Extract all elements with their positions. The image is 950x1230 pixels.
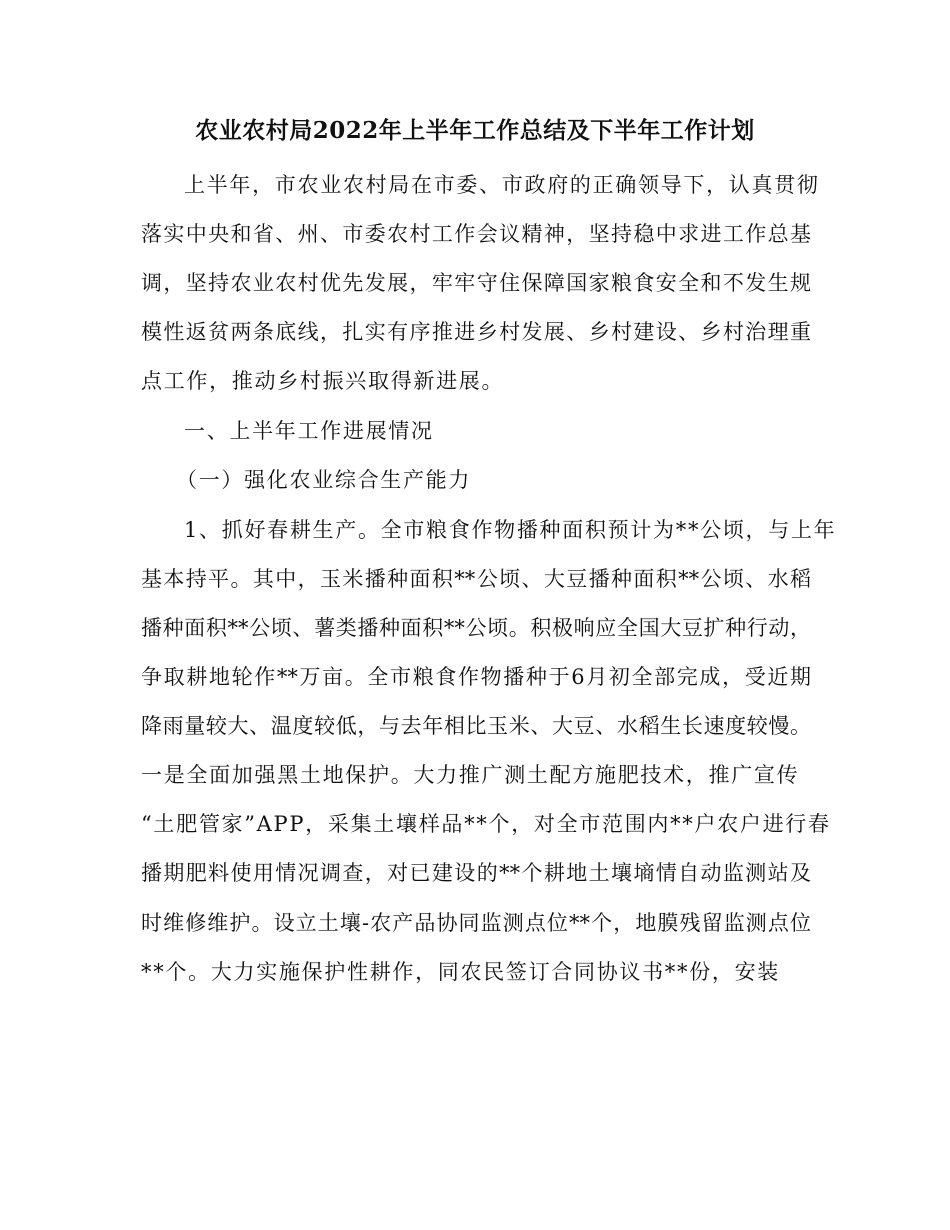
paragraph-line: 调，坚持农业农村优先发展，牢牢守住保障国家粮食安全和不发生规: [141, 271, 811, 295]
document-title: 农业农村局2022年上半年工作总结及下半年工作计划: [195, 117, 755, 144]
paragraph-line: 时维修维护。设立土壤-农产品协同监测点位**个，地膜残留监测点位: [141, 911, 811, 935]
paragraph-line: 播期肥料使用情况调查，对已建设的**个耕地土壤墒情自动监测站及: [141, 861, 811, 885]
paragraph-line: **个。大力实施保护性耕作，同农民签订合同协议书**份，安装: [141, 960, 780, 984]
paragraph-line: 播种面积**公顷、薯类播种面积**公顷。积极响应全国大豆扩种行动，: [141, 616, 811, 640]
paragraph-line: 降雨量较大、温度较低，与去年相比玉米、大豆、水稻生长速度较慢。: [141, 714, 811, 738]
paragraph-line: 争取耕地轮作**万亩。全市粮食作物播种于6月初全部完成，受近期: [141, 665, 811, 689]
paragraph-line: 点工作，推动乡村振兴取得新进展。: [141, 369, 505, 393]
paragraph-line: 上半年，市农业农村局在市委、市政府的正确领导下，认真贯彻: [184, 173, 820, 197]
paragraph-line: “土肥管家”APP，采集土壤样品**个，对全市范围内**户农户进行春: [141, 812, 831, 836]
paragraph-line: 基本持平。其中，玉米播种面积**公顷、大豆播种面积**公顷、水稻: [141, 567, 811, 591]
paragraph-line: 1、抓好春耕生产。全市粮食作物播种面积预计为**公顷，与上年: [184, 518, 837, 542]
subsection-heading: （一）强化农业综合生产能力: [176, 468, 472, 492]
section-heading: 一、上半年工作进展情况: [184, 419, 434, 443]
paragraph-line: 一是全面加强黑土地保护。大力推广测土配方施肥技术，推广宣传: [141, 763, 800, 787]
paragraph-line: 模性返贫两条底线，扎实有序推进乡村发展、乡村建设、乡村治理重: [141, 320, 811, 344]
paragraph-line: 落实中央和省、州、市委农村工作会议精神，坚持稳中求进工作总基: [141, 222, 811, 246]
